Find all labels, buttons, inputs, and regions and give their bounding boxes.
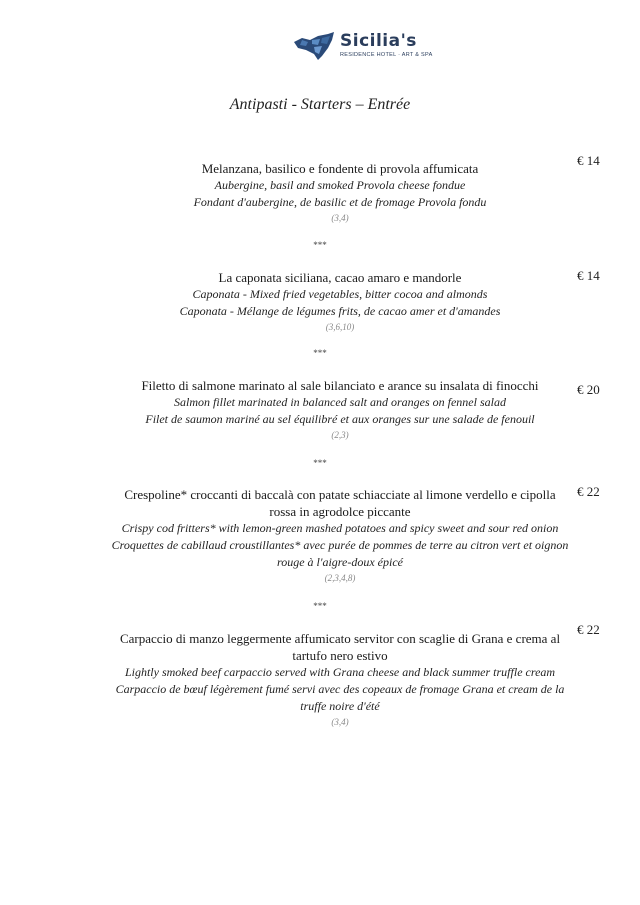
- item-allergens: (2,3): [331, 430, 349, 440]
- separator: ***: [313, 348, 327, 358]
- item-name-italian: Filetto di salmone marinato al sale bilanciato e arance su insalata di finocchi: [141, 378, 539, 393]
- item-price: € 14: [577, 153, 600, 168]
- item-allergens: (3,4): [331, 717, 349, 727]
- separator: ***: [313, 601, 327, 611]
- item-name-english: Lightly smoked beef carpaccio served with Grana cheese and black summer truffle cream: [124, 665, 556, 679]
- section-title: Antipasti - Starters – Entrée: [229, 96, 411, 113]
- item-name-french: Filet de saumon mariné au sel équilibré et aux oranges sur une salade de fenouil: [145, 412, 535, 426]
- separator: ***: [313, 458, 327, 468]
- item-name-english: Caponata - Mixed fried vegetables, bitter cocoa and almonds: [192, 287, 488, 301]
- menu-item: [110, 486, 570, 585]
- item-name-english: Salmon fillet marinated in balanced salt and oranges on fennel salad: [174, 395, 506, 409]
- item-name-italian: Melanzana, basilico e fondente di provola affumicata: [201, 161, 479, 176]
- hotel-logo: [292, 30, 432, 64]
- item-allergens: (2,3,4,8): [324, 573, 356, 583]
- separator: ***: [313, 240, 327, 250]
- brand-tagline: RESIDENCE HOTEL · ART & SPA: [340, 52, 433, 58]
- menu-item: [110, 630, 570, 729]
- item-allergens: (3,6,10): [325, 322, 355, 332]
- item-name-english: Crispy cod fritters* with lemon-green mashed potatoes and spicy sweet and sour red onion: [121, 521, 559, 535]
- menu-item: [110, 160, 570, 225]
- item-name-italian: Carpaccio di manzo leggermente affumicato servitor con scaglie di Grana e crema al tartufo nero estivo: [119, 631, 561, 663]
- item-allergens: (3,4): [331, 213, 349, 223]
- menu-item: [110, 269, 570, 334]
- item-price: € 22: [577, 622, 600, 637]
- item-name-french: Carpaccio de bœuf légèrement fumé servi avec des copeaux de fromage Grana et cream de la truffe noire d'été: [115, 682, 565, 713]
- item-name-french: Fondant d'aubergine, de basilic et de fromage Provola fondu: [193, 195, 487, 209]
- item-price: € 14: [577, 268, 600, 283]
- item-price: € 22: [577, 484, 600, 499]
- brand-name: Sicilia's: [340, 31, 417, 51]
- sicily-map-icon: [292, 30, 336, 62]
- item-name-english: Aubergine, basil and smoked Provola cheese fondue: [214, 178, 466, 192]
- item-name-italian: Crespoline* croccanti di baccalà con patate schiacciate al limone verdello e cipolla rossa in agrodolce piccante: [124, 487, 556, 519]
- item-name-french: Caponata - Mélange de légumes frits, de cacao amer et d'amandes: [179, 304, 501, 318]
- menu-item: [110, 377, 570, 442]
- item-name-french: Croquettes de cabillaud croustillantes* avec purée de pommes de terre au citron vert et oignon rouge à l'aigre-doux épicé: [111, 538, 569, 569]
- item-name-italian: La caponata siciliana, cacao amaro e mandorle: [218, 270, 462, 285]
- item-price: € 20: [577, 382, 600, 397]
